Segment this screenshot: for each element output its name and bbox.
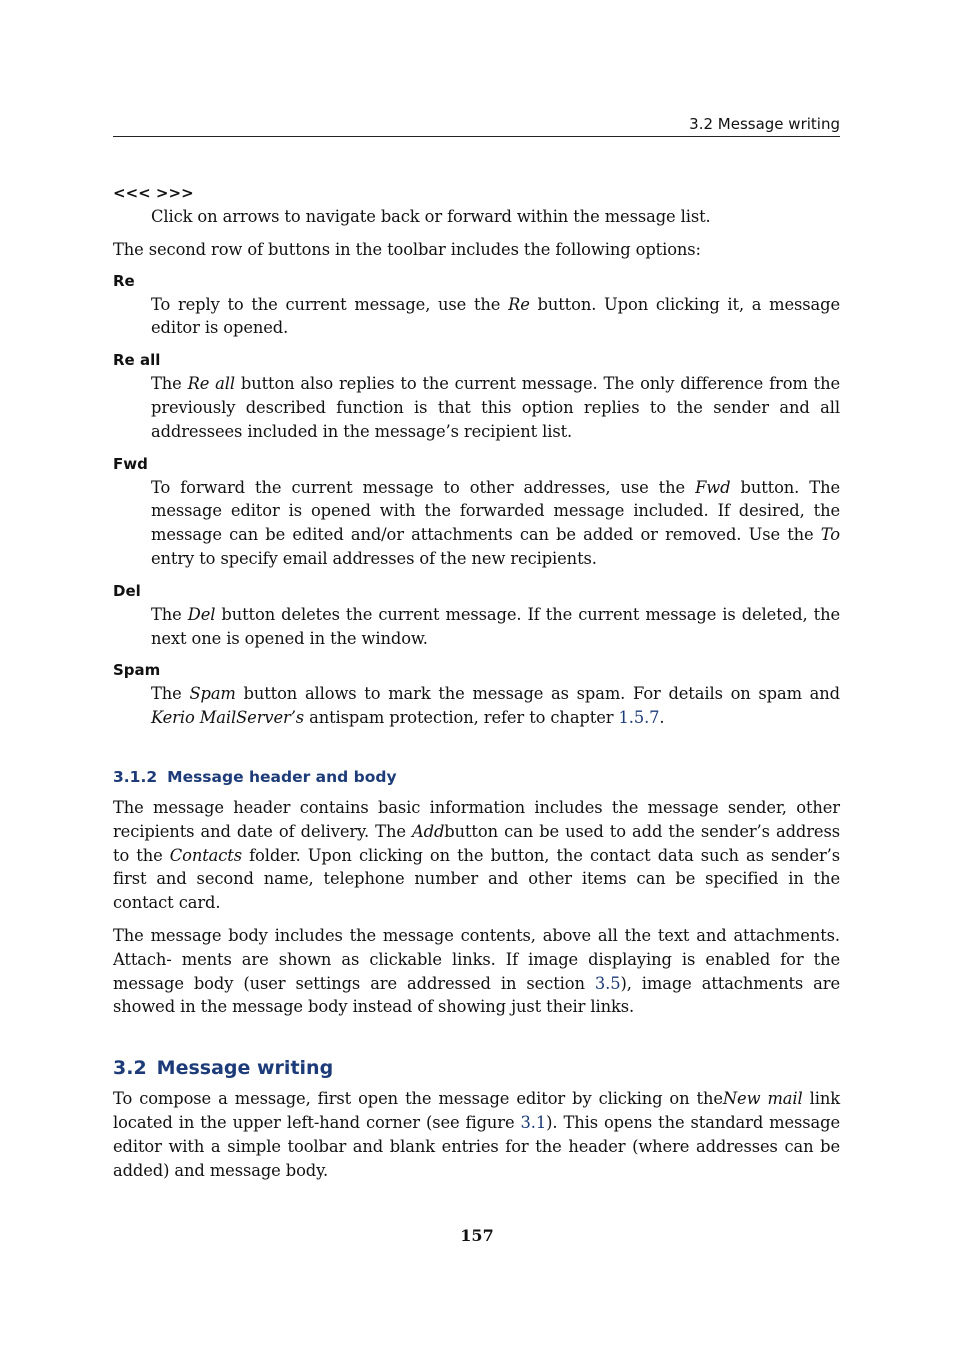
page-number: 157 [460,1226,494,1245]
term-del: Del [113,581,141,600]
section-heading: 3.2 Message writing [113,1057,334,1080]
paragraph-message-header: The message header contains basic information includes the message sender, other recipients and date of delivery. The Addbutton can be used to add the sender’s address to the Contacts folder. Upon clicking on the button, the contact data such as sender’s first and second name, telephone number and other items can be specified in the contact card. [113,797,840,913]
page-content [113,183,840,1182]
running-header [113,114,840,137]
term-spam: Spam [113,661,161,680]
term-re-all: Re all [113,351,161,370]
toolbar-intro: The second row of buttons in the toolbar includes the following options: [113,239,701,259]
term-re: Re [113,271,135,290]
desc-del: The Del button deletes the current message. If the current message is deleted, the next one is opened in the window. [151,604,840,648]
desc-fwd: To forward the current message to other addresses, use the Fwd button. The message editor is opened with the forwarded message included. If desired, the message can be edited and/or attachments can be added or removed. Use the To entry to specify email addresses of the new recipients. [151,477,840,568]
paragraph-message-body: The message body includes the message contents, above all the text and attachments. Attach- ments are shown as clickable links. If image displaying is enabled for the message body (user settings are addressed in section 3.5), image attachments are showed in the message body instead of showing just their links. [113,925,841,1017]
figure-link-3-1[interactable]: 3.1 [520,1112,547,1132]
term-fwd: Fwd [113,454,148,473]
desc-nav-arrows: Click on arrows to navigate back or forward within the message list. [151,207,711,226]
section-link-3-5[interactable]: 3.5 [594,973,621,993]
subsection-heading: 3.1.2 Message header and body [113,767,397,786]
desc-re: To reply to the current message, use the Re button. Upon clicking it, a message editor is opened. [151,294,840,338]
desc-spam: The Spam button allows to mark the message as spam. For details on spam and Kerio MailServer’s antispam protection, refer to chapter 1.5.7. [151,684,840,728]
paragraph-compose: To compose a message, first open the message editor by clicking on theNew mail link located in the upper left-hand corner (see figure 3.1). This opens the standard message editor with a simple toolbar and blank entries for the header (where addresses can be added) and message body. [113,1089,840,1180]
desc-re-all: The Re all button also replies to the current message. The only difference from the previously described function is that this option replies to the sender and all addressees included in the message’s recipient list. [151,374,840,441]
running-header-title: 3.2 Message writing [689,115,840,133]
term-nav-arrows: <<< >>> [113,184,194,202]
chapter-link-1-5-7[interactable]: 1.5.7 [618,708,660,728]
